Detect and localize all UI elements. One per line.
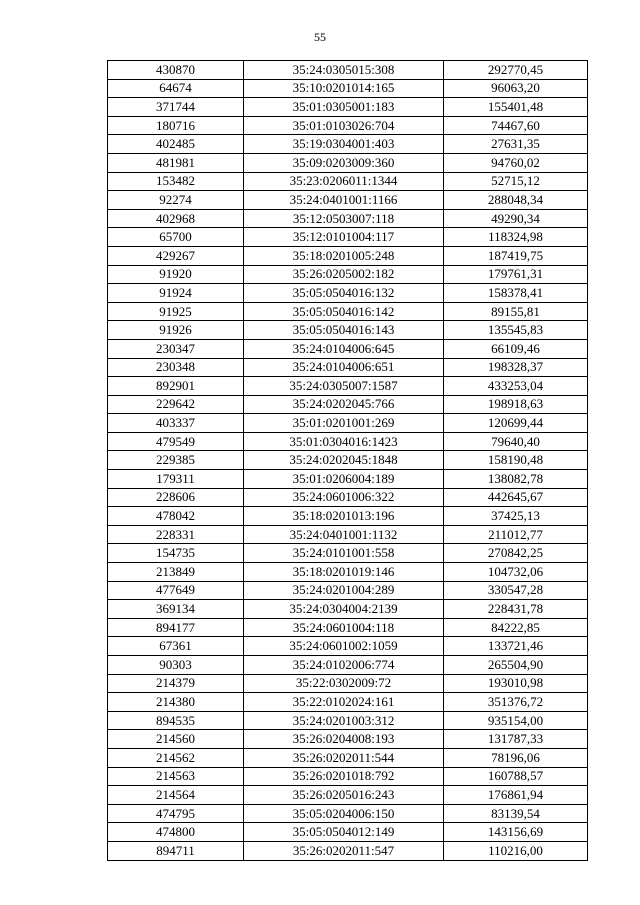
table-row [108,470,588,489]
cadastral-number-cell: 35:01:0305001:183 [244,98,444,117]
id-cell: 214560 [108,730,244,749]
value-cell: 94760,02 [444,153,588,172]
table-row [108,228,588,247]
table-row [108,209,588,228]
id-cell: 403337 [108,414,244,433]
cadastral-number-cell: 35:05:0504012:149 [244,823,444,842]
id-cell: 402968 [108,209,244,228]
id-cell: 894535 [108,711,244,730]
id-cell: 91920 [108,265,244,284]
id-cell: 369134 [108,600,244,619]
id-cell: 402485 [108,135,244,154]
id-cell: 892901 [108,377,244,396]
cadastral-number-cell: 35:01:0206004:189 [244,470,444,489]
cadastral-number-cell: 35:26:0205016:243 [244,786,444,805]
cadastral-number-cell: 35:24:0202045:1848 [244,451,444,470]
value-cell: 37425,13 [444,507,588,526]
value-cell: 104732,06 [444,563,588,582]
value-cell: 143156,69 [444,823,588,842]
value-cell: 158190,48 [444,451,588,470]
id-cell: 371744 [108,98,244,117]
cadastral-number-cell: 35:24:0104006:645 [244,339,444,358]
value-cell: 89155,81 [444,302,588,321]
table-row [108,656,588,675]
table-row [108,265,588,284]
cadastral-number-cell: 35:24:0202045:766 [244,395,444,414]
table-row [108,748,588,767]
id-cell: 474800 [108,823,244,842]
value-cell: 133721,46 [444,637,588,656]
value-cell: 96063,20 [444,79,588,98]
cadastral-number-cell: 35:01:0103026:704 [244,116,444,135]
id-cell: 91925 [108,302,244,321]
cadastral-number-cell: 35:12:0101004:117 [244,228,444,247]
id-cell: 228331 [108,525,244,544]
table-row [108,804,588,823]
value-cell: 160788,57 [444,767,588,786]
table-row [108,321,588,340]
cadastral-number-cell: 35:18:0201005:248 [244,246,444,265]
table-row [108,61,588,80]
table-row [108,153,588,172]
value-cell: 110216,00 [444,841,588,860]
table-row [108,339,588,358]
cadastral-number-cell: 35:24:0102006:774 [244,656,444,675]
cadastral-number-cell: 35:24:0401001:1166 [244,191,444,210]
id-cell: 474795 [108,804,244,823]
id-cell: 477649 [108,581,244,600]
cadastral-number-cell: 35:05:0504016:132 [244,284,444,303]
table-row [108,116,588,135]
id-cell: 154735 [108,544,244,563]
cadastral-number-cell: 35:10:0201014:165 [244,79,444,98]
data-table [107,60,588,861]
id-cell: 228606 [108,488,244,507]
cadastral-number-cell: 35:26:0201018:792 [244,767,444,786]
cadastral-number-cell: 35:09:0203009:360 [244,153,444,172]
value-cell: 135545,83 [444,321,588,340]
cadastral-number-cell: 35:26:0204008:193 [244,730,444,749]
cadastral-number-cell: 35:26:0202011:547 [244,841,444,860]
value-cell: 330547,28 [444,581,588,600]
value-cell: 155401,48 [444,98,588,117]
value-cell: 198328,37 [444,358,588,377]
value-cell: 211012,77 [444,525,588,544]
id-cell: 153482 [108,172,244,191]
value-cell: 193010,98 [444,674,588,693]
value-cell: 158378,41 [444,284,588,303]
id-cell: 229642 [108,395,244,414]
id-cell: 92274 [108,191,244,210]
cadastral-number-cell: 35:22:0302009:72 [244,674,444,693]
table-row [108,172,588,191]
value-cell: 187419,75 [444,246,588,265]
value-cell: 351376,72 [444,693,588,712]
cadastral-number-cell: 35:24:0601004:118 [244,618,444,637]
id-cell: 429267 [108,246,244,265]
cadastral-number-cell: 35:24:0304004:2139 [244,600,444,619]
table-row [108,414,588,433]
cadastral-number-cell: 35:24:0305007:1587 [244,377,444,396]
value-cell: 179761,31 [444,265,588,284]
id-cell: 230347 [108,339,244,358]
cadastral-number-cell: 35:12:0503007:118 [244,209,444,228]
cadastral-number-cell: 35:24:0101001:558 [244,544,444,563]
table-row [108,600,588,619]
cadastral-number-cell: 35:24:0104006:651 [244,358,444,377]
table-row [108,693,588,712]
table-row [108,451,588,470]
value-cell: 265504,90 [444,656,588,675]
id-cell: 91926 [108,321,244,340]
id-cell: 64674 [108,79,244,98]
value-cell: 52715,12 [444,172,588,191]
value-cell: 120699,44 [444,414,588,433]
cadastral-number-cell: 35:24:0201004:289 [244,581,444,600]
id-cell: 481981 [108,153,244,172]
table-row [108,284,588,303]
table-row [108,823,588,842]
value-cell: 270842,25 [444,544,588,563]
value-cell: 84222,85 [444,618,588,637]
value-cell: 433253,04 [444,377,588,396]
value-cell: 131787,33 [444,730,588,749]
cadastral-number-cell: 35:18:0201019:146 [244,563,444,582]
id-cell: 230348 [108,358,244,377]
cadastral-number-cell: 35:24:0601006:322 [244,488,444,507]
value-cell: 442645,67 [444,488,588,507]
id-cell: 91924 [108,284,244,303]
id-cell: 179311 [108,470,244,489]
table-row [108,302,588,321]
value-cell: 176861,94 [444,786,588,805]
value-cell: 27631,35 [444,135,588,154]
cadastral-number-cell: 35:18:0201013:196 [244,507,444,526]
cadastral-number-cell: 35:26:0205002:182 [244,265,444,284]
value-cell: 79640,40 [444,432,588,451]
table-row [108,637,588,656]
id-cell: 214564 [108,786,244,805]
id-cell: 430870 [108,61,244,80]
value-cell: 138082,78 [444,470,588,489]
id-cell: 214562 [108,748,244,767]
id-cell: 213849 [108,563,244,582]
value-cell: 83139,54 [444,804,588,823]
table-row [108,488,588,507]
table-row [108,377,588,396]
table-row [108,841,588,860]
cadastral-number-cell: 35:22:0102024:161 [244,693,444,712]
cadastral-number-cell: 35:24:0305015:308 [244,61,444,80]
table-row [108,767,588,786]
table-row [108,581,588,600]
value-cell: 49290,34 [444,209,588,228]
value-cell: 78196,06 [444,748,588,767]
table-row [108,786,588,805]
cadastral-number-cell: 35:05:0504016:142 [244,302,444,321]
table-row [108,711,588,730]
value-cell: 118324,98 [444,228,588,247]
value-cell: 292770,45 [444,61,588,80]
table-row [108,79,588,98]
table-row [108,563,588,582]
id-cell: 214380 [108,693,244,712]
page-number: 55 [314,30,326,44]
id-cell: 67361 [108,637,244,656]
value-cell: 228431,78 [444,600,588,619]
cadastral-number-cell: 35:24:0201003:312 [244,711,444,730]
table-row [108,618,588,637]
id-cell: 894177 [108,618,244,637]
table-row [108,674,588,693]
id-cell: 214563 [108,767,244,786]
cadastral-number-cell: 35:01:0201001:269 [244,414,444,433]
id-cell: 479549 [108,432,244,451]
table-row [108,358,588,377]
value-cell: 288048,34 [444,191,588,210]
cadastral-number-cell: 35:19:0304001:403 [244,135,444,154]
value-cell: 74467,60 [444,116,588,135]
cadastral-number-cell: 35:01:0304016:1423 [244,432,444,451]
id-cell: 180716 [108,116,244,135]
table-row [108,395,588,414]
table-row [108,246,588,265]
table-row [108,98,588,117]
cadastral-number-cell: 35:05:0204006:150 [244,804,444,823]
cadastral-number-cell: 35:23:0206011:1344 [244,172,444,191]
id-cell: 478042 [108,507,244,526]
cadastral-number-cell: 35:26:0202011:544 [244,748,444,767]
cadastral-number-cell: 35:24:0401001:1132 [244,525,444,544]
id-cell: 65700 [108,228,244,247]
table-body [108,61,588,861]
table-row [108,432,588,451]
table-row [108,730,588,749]
table-row [108,507,588,526]
table-row [108,525,588,544]
value-cell: 198918,63 [444,395,588,414]
id-cell: 90303 [108,656,244,675]
value-cell: 935154,00 [444,711,588,730]
table-row [108,544,588,563]
cadastral-number-cell: 35:24:0601002:1059 [244,637,444,656]
table-row [108,135,588,154]
table-row [108,191,588,210]
id-cell: 894711 [108,841,244,860]
cadastral-number-cell: 35:05:0504016:143 [244,321,444,340]
value-cell: 66109,46 [444,339,588,358]
id-cell: 229385 [108,451,244,470]
id-cell: 214379 [108,674,244,693]
